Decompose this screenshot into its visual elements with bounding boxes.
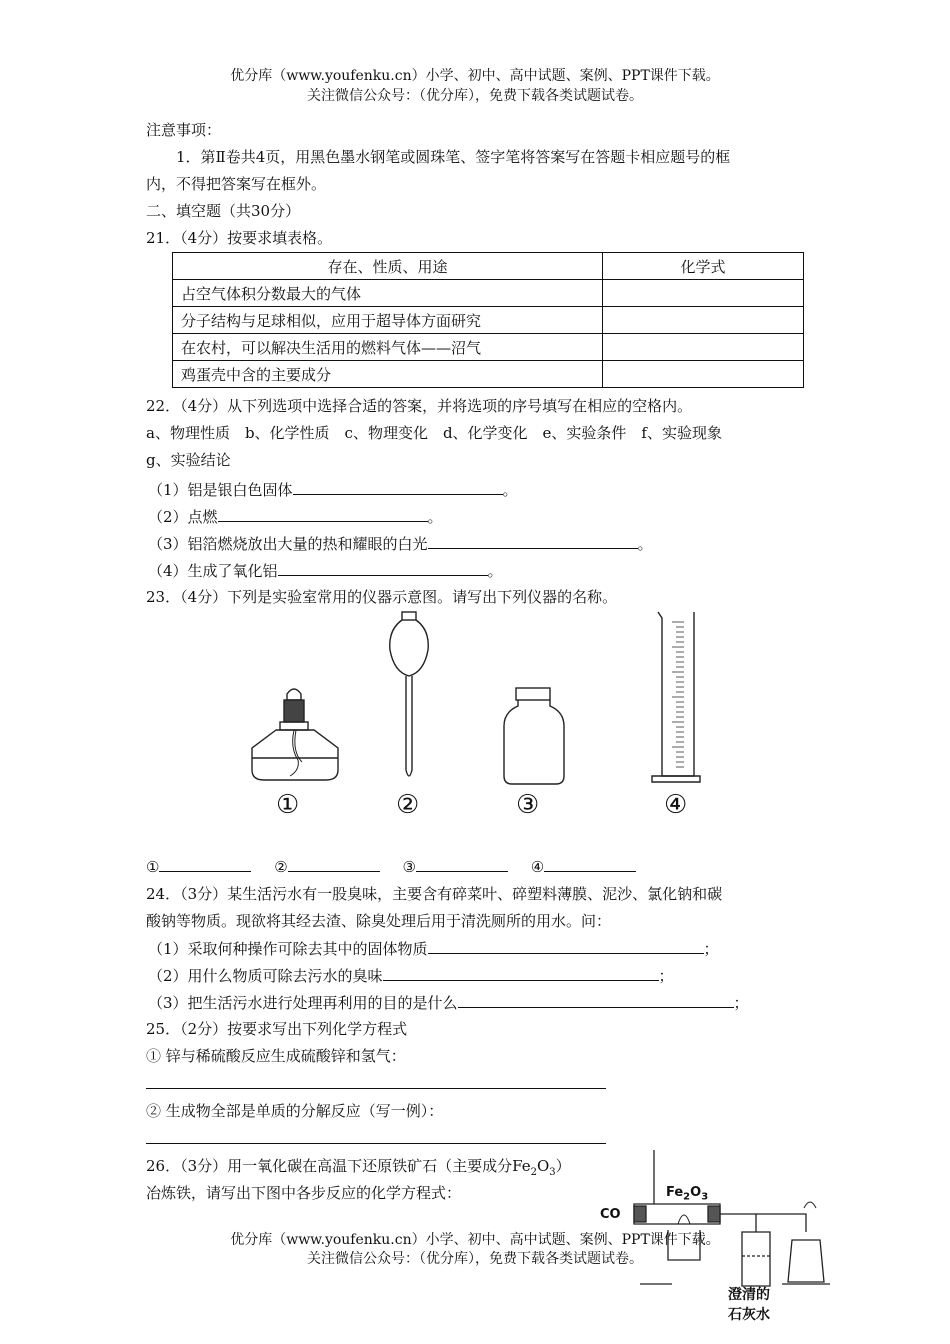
notice-item-1a: 1．第Ⅱ卷共4页，用黑色墨水钢笔或圆珠笔、签字笔将答案写在答题卡相应题号的框 xyxy=(176,148,731,166)
q24-item-text: （2）用什么物质可除去污水的臭味 xyxy=(148,967,383,985)
footer-line-1: 优分库（www.youfenku.cn）小学、初中、高中试题、案例、PPT课件下载。 xyxy=(230,1232,720,1248)
q22-options-a: a、物理性质 b、化学性质 c、物理变化 d、化学变化 e、实验条件 f、实验现象 xyxy=(146,424,722,442)
section-title: 二、填空题（共30分） xyxy=(146,202,301,220)
apparatus-label-2: ② xyxy=(396,790,420,820)
header-line-1: 优分库（www.youfenku.cn）小学、初中、高中试题、案例、PPT课件下载。 xyxy=(230,68,720,84)
punct: ； xyxy=(658,967,674,985)
q22-item-text: （3）铝箔燃烧放出大量的热和耀眼的白光 xyxy=(148,535,428,553)
q23-answer-2 xyxy=(274,858,379,876)
q22-stem: 22．（4分）从下列选项中选择合适的答案，并将选项的序号填写在相应的空格内。 xyxy=(146,397,693,415)
answer-blank[interactable] xyxy=(383,965,659,981)
answer-number: ④ xyxy=(530,858,545,876)
answer-number: ② xyxy=(274,858,288,876)
apparatus-label-3: ③ xyxy=(516,790,540,820)
q25-item-2: ② 生成物全部是单质的分解反应（写一例）： xyxy=(146,1102,444,1120)
answer-line[interactable] xyxy=(146,1088,606,1089)
punct: ； xyxy=(733,994,749,1012)
q24-stem-a: 24．（3分）某生活污水有一股臭味，主要含有碎菜叶、碎塑料薄膜、泥沙、氯化钠和碳 xyxy=(146,885,723,903)
answer-blank[interactable] xyxy=(458,992,734,1008)
q22-item-text: （1）铝是银白色固体 xyxy=(148,481,293,499)
table-header-cell: 化学式 xyxy=(603,253,804,280)
funnel-icon xyxy=(390,612,429,776)
limewater-label-a: 澄清的 xyxy=(728,1287,770,1303)
q24-item-text: （3）把生活污水进行处理再利用的目的是什么 xyxy=(148,994,458,1012)
q25-stem: 25．（2分）按要求写出下列化学方程式 xyxy=(146,1020,408,1038)
punct: ； xyxy=(703,940,719,958)
q26-stem-a: 26．（3分）用一氧化碳在高温下还原铁矿石（主要成分$Fe_2O_3$） xyxy=(146,1157,571,1178)
answer-line[interactable] xyxy=(146,1143,606,1144)
q23-answer-4 xyxy=(531,858,636,876)
q23-answer-1 xyxy=(146,858,251,876)
answer-blank[interactable] xyxy=(159,856,251,872)
fe2o3-label: $Fe_2O_3$ xyxy=(666,1185,709,1203)
table-cell: 分子结构与足球相似，应用于超导体方面研究 xyxy=(173,307,603,334)
q22-item-text: （4）生成了氧化铝 xyxy=(148,562,278,580)
q26-stem-b: 冶炼铁，请写出下图中各步反应的化学方程式： xyxy=(146,1184,462,1202)
table-header-cell: 存在、性质、用途 xyxy=(173,253,603,280)
q23-answer-3 xyxy=(402,858,507,876)
q23-stem: 23．（4分）下列是实验室常用的仪器示意图。请写出下列仪器的名称。 xyxy=(146,588,618,606)
q25-item-1: ① 锌与稀硫酸反应生成硫酸锌和氢气： xyxy=(146,1047,406,1065)
reagent-bottle-icon xyxy=(504,688,564,784)
table-cell: 鸡蛋壳中含的主要成分 xyxy=(173,361,603,388)
punct: 。 xyxy=(502,481,518,499)
answer-blank[interactable] xyxy=(288,856,380,872)
q24-item-3 xyxy=(148,992,749,1013)
apparatus-label-4: ④ xyxy=(664,790,688,820)
q23-answer-row xyxy=(146,856,654,876)
q24-item-1 xyxy=(148,938,719,959)
punct: 。 xyxy=(487,562,503,580)
q21-stem: 21．（4分）按要求填表格。 xyxy=(146,229,333,247)
graduated-cylinder-icon xyxy=(652,612,700,782)
punct: 。 xyxy=(427,508,443,526)
alcohol-lamp-icon xyxy=(252,689,338,780)
q24-item-text: （1）采取何种操作可除去其中的固体物质 xyxy=(148,940,428,958)
footer-line-2: 关注微信公众号：（优分库），免费下载各类试题试卷。 xyxy=(307,1251,643,1267)
answer-blank[interactable] xyxy=(428,938,704,954)
notice-item-1b: 内，不得把答案写在框外。 xyxy=(146,175,327,193)
apparatus-label-1: ① xyxy=(276,790,300,820)
limewater-label-b: 石灰水 xyxy=(728,1307,770,1323)
table-cell: 在农村，可以解决生活用的燃料气体——沼气 xyxy=(173,334,603,361)
punct: 。 xyxy=(637,535,653,553)
answer-number: ① xyxy=(146,858,160,876)
q22-options-b: g、实验结论 xyxy=(146,451,231,469)
answer-blank[interactable] xyxy=(544,856,636,872)
answer-number: ③ xyxy=(402,858,416,876)
q22-item-text: （2）点燃 xyxy=(148,508,218,526)
q24-stem-b: 酸钠等物质。现欲将其经去渣、除臭处理后用于清洗厕所的用水。问： xyxy=(146,912,612,930)
table-cell: 占空气体积分数最大的气体 xyxy=(173,280,603,307)
notice-title: 注意事项： xyxy=(146,121,222,139)
q24-item-2 xyxy=(148,965,674,986)
header-line-2: 关注微信公众号：（优分库），免费下载各类试题试卷。 xyxy=(307,88,643,104)
answer-blank[interactable] xyxy=(416,856,508,872)
co-label: CO xyxy=(600,1207,621,1222)
